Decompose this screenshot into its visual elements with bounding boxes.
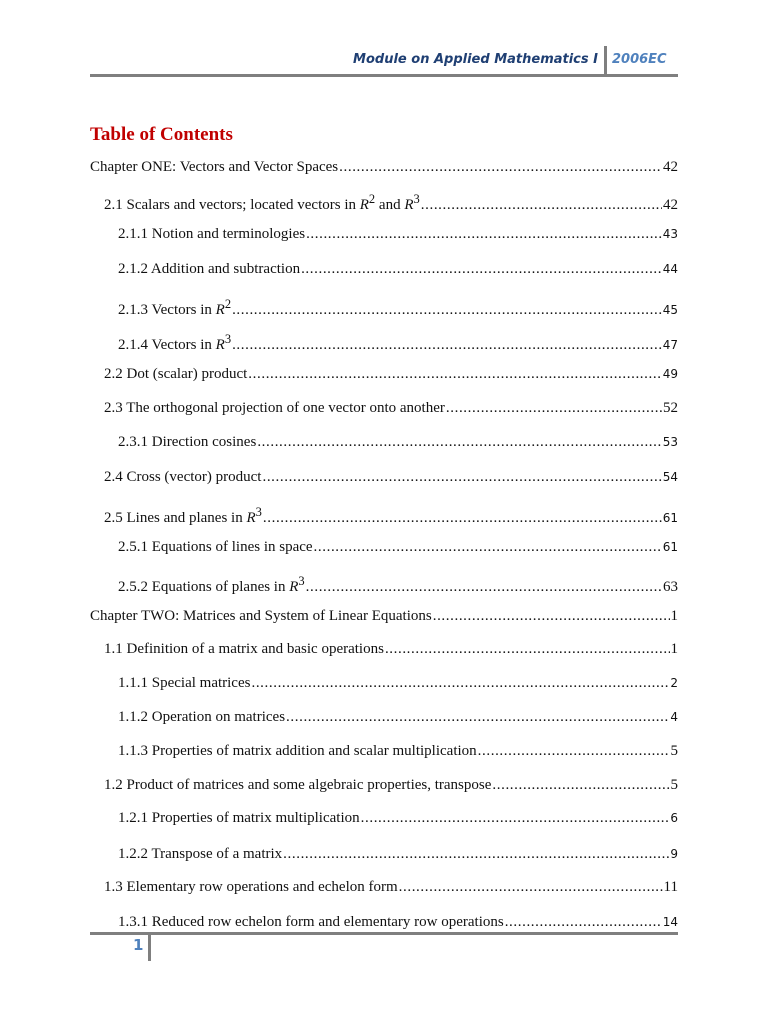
toc-leader-dots — [478, 742, 670, 760]
toc-entry-text: 1.2.2 Transpose of a matrix — [118, 846, 283, 862]
toc-leader-dots — [385, 640, 670, 658]
toc-page-number: 53 — [662, 435, 678, 449]
toc-entry-2-1-2[interactable] — [118, 260, 678, 278]
toc-page-number: 45 — [662, 303, 678, 317]
toc-entry-text: Chapter TWO: Matrices and System of Linear Equations — [90, 608, 432, 624]
toc-entry-1-2[interactable] — [104, 776, 678, 794]
toc-leader-dots — [251, 674, 669, 692]
toc-page-number: 1 — [670, 641, 678, 657]
toc-entry-text: 2.5.1 Equations of lines in space — [118, 539, 313, 555]
toc-page-number: 61 — [662, 540, 678, 554]
toc-page-number: 9 — [670, 847, 678, 861]
toc-entry-text: 1.3.1 Reduced row echelon form and elementary row operations — [118, 914, 504, 930]
toc-entry-text: 2.3.1 Direction cosines — [118, 434, 257, 450]
toc-entry-2-5[interactable] — [104, 503, 678, 527]
toc-entry-2-4[interactable] — [104, 468, 678, 486]
toc-leader-dots — [262, 468, 661, 486]
toc-entry-1-2-1[interactable] — [118, 809, 678, 827]
toc-entry-text: 2.1.3 Vectors in $R^2$ — [118, 297, 232, 318]
toc-page-number: 6 — [670, 811, 678, 825]
toc-entry-2-3[interactable] — [104, 399, 678, 417]
toc-entry-2-1-1[interactable] — [118, 225, 678, 243]
toc-leader-dots — [446, 399, 662, 417]
toc-entry-2-1[interactable] — [104, 190, 678, 214]
toc-entry-text: 2.5.2 Equations of planes in $R^3$ — [118, 574, 305, 595]
toc-entry-text: Chapter ONE: Vectors and Vector Spaces — [90, 159, 339, 175]
toc-entry-1-3-1[interactable] — [118, 913, 678, 931]
toc-entry-2-2[interactable] — [104, 365, 678, 383]
toc-entry-text: 2.1.4 Vectors in $R^3$ — [118, 332, 232, 353]
toc-leader-dots — [306, 578, 662, 596]
toc-entry-text: 2.2 Dot (scalar) product — [104, 366, 248, 382]
toc-entry-1-1[interactable] — [104, 640, 678, 658]
toc-entry-text: 2.3 The orthogonal projection of one vector onto another — [104, 400, 445, 416]
toc-page-number: 61 — [662, 511, 678, 525]
toc-entry-text: 2.1.2 Addition and subtraction — [118, 261, 301, 277]
toc-page-number: 52 — [663, 400, 678, 416]
toc-entry-1-1-2[interactable] — [118, 708, 678, 726]
toc-entry-text: 1.3 Elementary row operations and echelon form — [104, 879, 398, 895]
toc-entry-2-1-4[interactable] — [118, 330, 678, 354]
toc-leader-dots — [263, 509, 662, 527]
module-title: Module on Applied Mathematics I — [353, 52, 598, 67]
toc-leader-dots — [361, 809, 670, 827]
toc-entry-2-5-2[interactable] — [118, 572, 678, 596]
toc-entry-text: 1.1.1 Special matrices — [118, 675, 251, 691]
toc-entry-chapter-one[interactable] — [90, 158, 678, 176]
toc-heading: Table of Contents — [90, 124, 233, 145]
header-rule — [90, 74, 678, 77]
toc-entry-1-1-1[interactable] — [118, 674, 678, 692]
toc-leader-dots — [505, 913, 662, 931]
toc-entry-text: 2.5 Lines and planes in $R^3$ — [104, 505, 262, 526]
toc-leader-dots — [286, 708, 669, 726]
toc-page-number: 5 — [670, 743, 678, 759]
toc-leader-dots — [248, 365, 661, 383]
toc-entry-text: 2.4 Cross (vector) product — [104, 469, 262, 485]
toc-page-number: 54 — [662, 470, 678, 484]
toc-page-number: 49 — [662, 367, 678, 381]
toc-page-number: 2 — [670, 676, 678, 690]
toc-leader-dots — [399, 878, 663, 896]
toc-leader-dots — [421, 196, 662, 214]
toc-entry-text: 2.1 Scalars and vectors; located vectors in $R^2$ and $R^3$ — [104, 192, 420, 213]
toc-leader-dots — [314, 538, 662, 556]
toc-page-number: 63 — [663, 579, 678, 595]
toc-page-number: 5 — [670, 777, 678, 793]
toc-page-number: 14 — [662, 915, 678, 929]
page-header — [90, 44, 678, 74]
toc-page-number: 42 — [663, 197, 678, 213]
toc-entry-chapter-two[interactable] — [90, 607, 678, 625]
toc-page-number: 47 — [662, 338, 678, 352]
toc-entry-text: 1.1.2 Operation on matrices — [118, 709, 286, 725]
toc-entry-text: 2.1.1 Notion and terminologies — [118, 226, 306, 242]
toc-leader-dots — [306, 225, 662, 243]
toc-leader-dots — [433, 607, 670, 625]
toc-leader-dots — [492, 776, 669, 794]
toc-entry-1-1-3[interactable] — [118, 742, 678, 760]
toc-leader-dots — [339, 158, 662, 176]
toc-page-number: 43 — [662, 227, 678, 241]
toc-entry-1-3[interactable] — [104, 878, 678, 896]
page-number: 1 — [133, 936, 144, 954]
toc-page-number: 1 — [670, 608, 678, 624]
toc-entry-text: 1.2 Product of matrices and some algebraic properties, transpose — [104, 777, 492, 793]
header-divider — [604, 46, 607, 74]
toc-entry-2-5-1[interactable] — [118, 538, 678, 556]
toc-page-number: 42 — [663, 159, 678, 175]
toc-entry-text: 1.2.1 Properties of matrix multiplication — [118, 810, 360, 826]
module-year: 2006EC — [612, 52, 667, 67]
toc-leader-dots — [232, 336, 662, 354]
toc-page-number: 11 — [663, 879, 678, 895]
toc-leader-dots — [301, 260, 662, 278]
toc-leader-dots — [283, 845, 669, 863]
toc-leader-dots — [257, 433, 661, 451]
toc-entry-2-3-1[interactable] — [118, 433, 678, 451]
toc-page-number: 44 — [662, 262, 678, 276]
toc-entry-1-2-2[interactable] — [118, 845, 678, 863]
toc-leader-dots — [232, 301, 662, 319]
toc-entry-text: 1.1.3 Properties of matrix addition and scalar multiplication — [118, 743, 477, 759]
toc-entry-2-1-3[interactable] — [118, 295, 678, 319]
toc-page-number: 4 — [670, 710, 678, 724]
toc-entry-text: 1.1 Definition of a matrix and basic operations — [104, 641, 384, 657]
footer-divider — [148, 935, 151, 961]
footer-rule — [90, 932, 678, 935]
